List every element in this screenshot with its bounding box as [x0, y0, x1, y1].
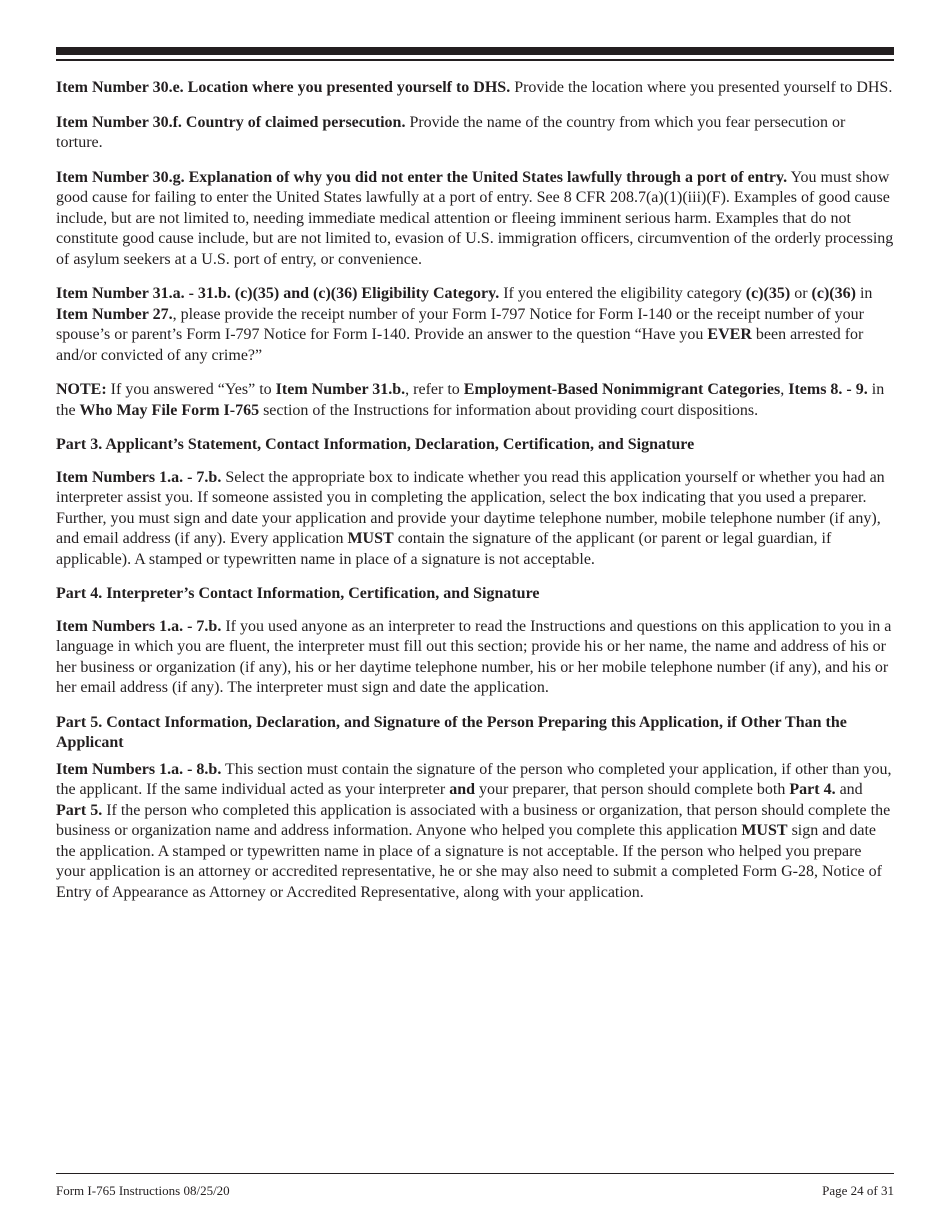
item-31-text-5: been arrested for and/or convicted of any crime?” [56, 326, 864, 364]
note-text-2: , refer to [405, 381, 464, 398]
item-31-paragraph [56, 284, 894, 366]
part-5-bold-must: MUST [741, 822, 788, 839]
header-thin-rule [56, 59, 894, 61]
part-3-bold-must: MUST [347, 530, 394, 547]
item-31-title: Item Number 31.a. - 31.b. (c)(35) and (c)(36) Eligibility Category. [56, 285, 500, 302]
item-30g-paragraph [56, 168, 894, 271]
item-31-text-4: , please provide the receipt number of your Form I-797 Notice for Form I-140 or the receipt number of your spouse’s or parent’s Form I-797 Notice for Form I-140. Provide an answer to the question “Have you [56, 305, 864, 343]
part-3-text-2: contain the signature of the applicant (or parent or legal guardian, if applicable). A stamped or typewritten name in place of a signature is not acceptable. [56, 530, 832, 568]
part-5-bold-and: and [449, 781, 475, 798]
item-31-text-2: or [790, 285, 812, 302]
item-31-bold-item27: Item Number 27. [56, 305, 173, 323]
part-4-paragraph [56, 617, 894, 699]
instructions-body [56, 78, 894, 917]
part-3-paragraph [56, 468, 894, 571]
note-bold-items: Items 8. - 9. [788, 381, 868, 398]
note-text-5: section of the Instructions for information about providing court dispositions. [259, 401, 759, 419]
note-text-3: , [780, 381, 789, 398]
note-bold-item31b: Item Number 31.b. [275, 381, 406, 398]
part-4-heading: Part 4. Interpreter’s Contact Information, Certification, and Signature [56, 585, 540, 602]
item-30f-text: Provide the name of the country from which you fear persecution or torture. [56, 113, 846, 151]
note-bold-categories: Employment-Based Nonimmigrant Categories [463, 381, 781, 398]
item-30f-title: Item Number 30.f. Country of claimed persecution. [56, 113, 406, 131]
part-5-text-2: your preparer, that person should complete both [474, 781, 790, 798]
footer-rule [56, 1173, 894, 1174]
item-31-bold-ever: EVER [707, 326, 752, 343]
note-label: NOTE: [56, 381, 107, 398]
note-text-1: If you answered “Yes” to [106, 381, 276, 398]
part-5-text-1: This section must contain the signature of the person who completed your application, if other than you, the applicant. If the same individual acted as your interpreter [56, 760, 892, 798]
item-30e-title: Item Number 30.e. Location where you presented yourself to DHS. [56, 79, 511, 96]
header-thick-rule [56, 47, 894, 55]
item-31-bold-c35: (c)(35) [745, 285, 791, 302]
item-30g-title: Item Number 30.g. Explanation of why you did not enter the United States lawfully through a port of entry. [56, 168, 788, 186]
item-31-bold-c36: (c)(36) [811, 285, 856, 302]
part-5-bold-part4: Part 4. [789, 781, 836, 798]
part-3-item-title: Item Numbers 1.a. - 7.b. [56, 468, 222, 486]
part-4-item-title: Item Numbers 1.a. - 7.b. [56, 617, 222, 635]
part-3-heading: Part 3. Applicant’s Statement, Contact Information, Declaration, Certification, and Signature [56, 436, 695, 453]
note-paragraph [56, 380, 894, 421]
item-30g-text: You must show good cause for failing to enter the United States lawfully at a port of entry. See 8 CFR 208.7(a)(1)(iii)(F). Examples of good cause include, but are not limited to, needing immediate medical attention or fleeing imminent serious harm. Examples that do not constitute good cause include, but are not limited to, evasion of U.S. immigration officers, circumvention of the orderly processing of asylum seekers at a U.S. port of entry, or convenience. [56, 168, 894, 268]
part-5-heading: Part 5. Contact Information, Declaration, and Signature of the Person Preparing this Application, if Other Than the Applicant [56, 713, 847, 751]
part-5-text-3: and [835, 781, 863, 798]
item-30e-text: Provide the location where you presented yourself to DHS. [510, 79, 893, 96]
footer-form-id: Form I-765 Instructions 08/25/20 [56, 1183, 230, 1198]
part-4-text-1: If you used anyone as an interpreter to read the Instructions and questions on this application to you in a language in which you are fluent, the interpreter must fill out this section; provide his or her name, the name and address of his or her business or organization (if any), his or her daytime telephone number, his or her mobile telephone number (if any), and his or her email address (if any). The interpreter must sign and date the application. [56, 617, 892, 696]
part-5-bold-part5: Part 5. [56, 801, 103, 819]
part-5-text-5: sign and date the application. A stamped or typewritten name in place of a signature is not acceptable. If the person who helped you prepare your application is an attorney or accredited representative, he or she may also need to submit a completed Form G-28, Notice of Entry of Appearance as Attorney or Accredited Representative, along with your application. [56, 822, 882, 901]
item-31-text-3: in [855, 285, 873, 302]
part-5-item-title: Item Numbers 1.a. - 8.b. [56, 760, 222, 778]
item-31-text-1: If you entered the eligibility category [499, 285, 746, 302]
part-5-paragraph [56, 760, 894, 904]
note-bold-section: Who May File Form I-765 [79, 401, 260, 419]
note-text-4: in the [56, 381, 885, 419]
part-5-text-4: If the person who completed this application is associated with a business or organization, that person should complete the business or organization name and address information. Anyone who helped you complete this application [56, 801, 891, 839]
part-3-text-1: Select the appropriate box to indicate whether you read this application yourself or whether you had an interpreter assist you. If someone assisted you in completing the application, select the box indicating that you used a preparer. Further, you must sign and date your application and provide your daytime telephone number, mobile telephone number (if any), and email address (if any). Every application [56, 468, 885, 547]
item-30e-paragraph [56, 78, 894, 99]
footer-page-number: Page 24 of 31 [822, 1183, 894, 1198]
document-page [56, 0, 894, 1230]
item-30f-paragraph [56, 113, 894, 154]
